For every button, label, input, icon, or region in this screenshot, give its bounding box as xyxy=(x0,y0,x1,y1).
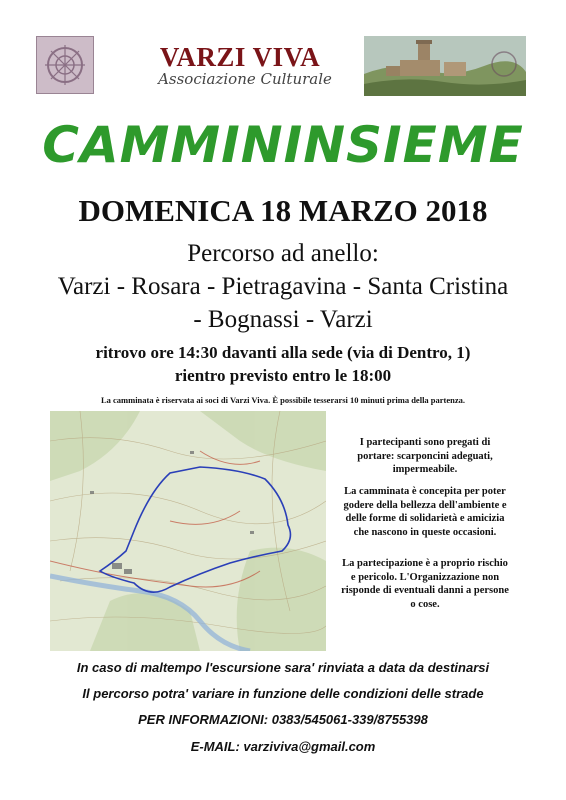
side-note-purpose: La camminata è concepita per poter godere della bellezza dell'ambiente e delle forme di solidarietà e amicizia che nascono in queste occasioni. xyxy=(343,486,507,538)
event-title: CAMMININSIEME xyxy=(42,116,524,174)
footer-weather: In caso di maltempo l'escursione sara' rinviata a data da destinarsi xyxy=(76,660,490,675)
meeting-info: ritrovo ore 14:30 davanti alla sede (via di Dentro, 1) xyxy=(95,343,471,362)
association-subtitle: Associazione Culturale xyxy=(158,70,332,88)
footer-route-change: Il percorso potra' variare in funzione delle condizioni delle strade xyxy=(82,686,484,701)
footer-info: PER INFORMAZIONI: 0383/545061-339/8755398 xyxy=(138,712,428,727)
route-intro: Percorso ad anello: xyxy=(187,240,379,267)
side-note-liability: La partecipazione è a proprio rischio e pericolo. L'Organizzazione non risponde di eventuali danni a persone o cose. xyxy=(341,558,509,610)
footer-email: E-MAIL: varziviva@gmail.com xyxy=(190,739,376,754)
event-date: DOMENICA 18 MARZO 2018 xyxy=(78,193,488,228)
return-time: rientro previsto entro le 18:00 xyxy=(174,366,392,385)
route-line-2: - Bognassi - Varzi xyxy=(193,306,373,333)
route-line-1: Varzi - Rosara - Pietragavina - Santa Cristina xyxy=(57,273,509,300)
route-map xyxy=(50,411,326,651)
association-name: VARZI VIVA xyxy=(159,42,321,72)
association-emblem-icon xyxy=(36,36,94,94)
side-note-equipment: I partecipanti sono pregati di portare: scarponcini adeguati, impermeabile. xyxy=(357,437,493,475)
castle-village-photo xyxy=(364,36,526,96)
reserved-note: La camminata è riservata ai soci di Varzi Viva. È possibile tesserarsi 10 minuti prima della partenza. xyxy=(100,395,466,405)
